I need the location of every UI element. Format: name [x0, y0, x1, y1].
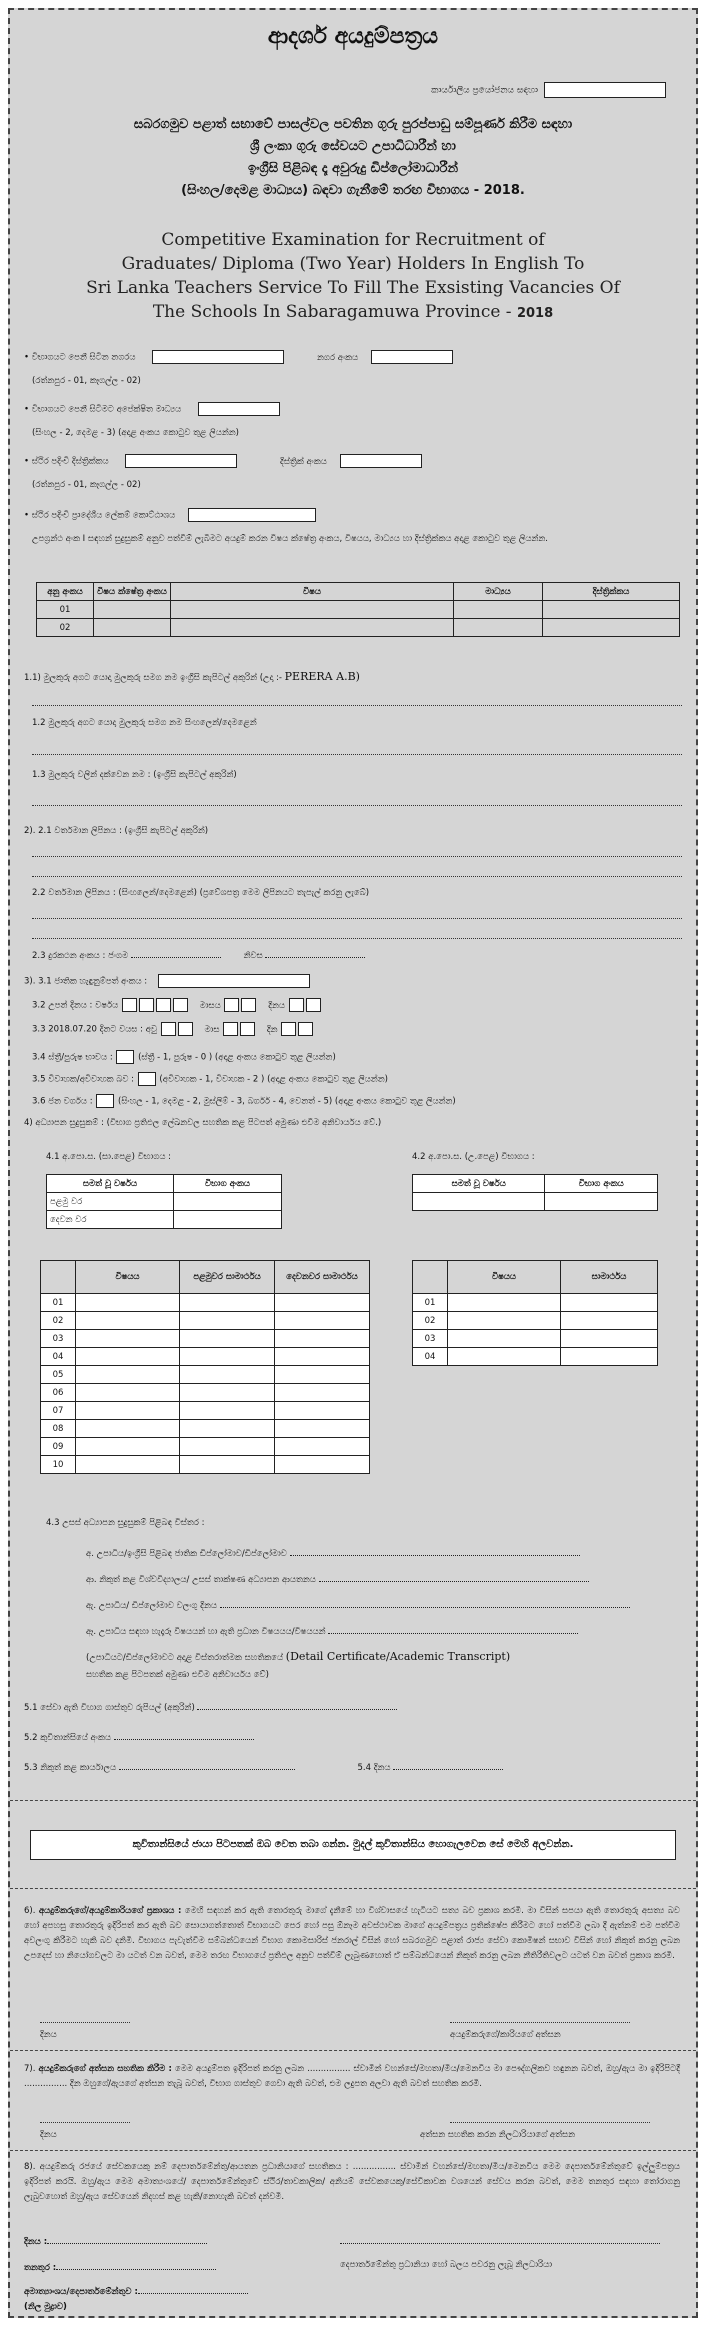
separator — [10, 1888, 696, 1889]
medium-row: • විභාගයට පෙනී සිටීමට අපේක්ෂිත මාධ්‍යය — [24, 402, 280, 416]
al-attempt-table: සමත් වූ වර්ෂය විභාග අංකය — [412, 1174, 658, 1211]
table-row: 06 — [41, 1384, 370, 1402]
ethnicity-row: 3.6 ජන වර්ගය : (සිංහල - 1, දෙමළ - 2, මුස්ලිම් - 3, බර්ගර් - 4, වෙනත් - 5) (අදාළ අංකය කොටුව තුළ ලියන්න) — [32, 1094, 456, 1108]
higher-c-row: ඇ. උපාධිය/ ඩිප්ලෝමාව වලංගු දිනය — [86, 1598, 630, 1611]
division-row: • ස්ථිර පදිංචි ප්‍රාදේශීය ලේකම් කොට්ඨාශය — [24, 508, 316, 522]
q2-1-line-1[interactable] — [32, 856, 682, 857]
district-hint: (රත්නපුර - 01, කෑගල්ල - 02) — [32, 480, 141, 490]
higher-a-row: අ. උපාධිය/ඉංග්‍රීසි පිළිබඳ ජාතික ඩිප්ලෝමාව/ඩිප්ලෝමාව — [86, 1546, 580, 1559]
subject-note: උපග්‍රන්ථ අංක I සඳහන් සුදුසුකම් අනුව පත්වීම් ලැබීමට අයදුම් කරන විෂය ක්ෂේත්‍ර අංකය, විෂයය, මාධ්‍යය හා දිස්ත්‍රික්කය අදාළ කොටුව තුළ ලියන්න. — [32, 534, 548, 544]
heading-si-line-3: ඉංග්‍රීසි පිළිබඳ දෑ අවුරුදු ඩිප්ලෝමාධාරීන් — [247, 161, 459, 176]
receipt-notice: කුවිතාන්සියේ ජායා පිටපතක් ඔබ වෙත තබා ගන්න. මුදල් කුවිතාන්සිය හොගැලවෙන සේ මෙහි අලවන්න. — [30, 1830, 676, 1860]
table-row: 09 — [41, 1438, 370, 1456]
table-row: 02 — [413, 1312, 658, 1330]
table-row: 02 — [37, 619, 680, 637]
official-seal: (නිල මුද්‍රාව) — [24, 2302, 67, 2312]
heading-si-line-2: ශ්‍රී ලංකා ගුරු සේවයට උපාධිධාරීන් හා — [250, 139, 456, 154]
heading-en-line-2: Graduates/ Diploma (Two Year) Holders In English To — [121, 254, 585, 274]
heading-si-line-1: සබරගමුව පළාත් සභාවේ පාසල්වල පවතින ගුරු පුරප්පාඩු සම්පූර්ණ කිරීම සඳහා — [133, 117, 573, 132]
employer-date-row: දිනය : — [24, 2234, 207, 2247]
table-row: 02 — [41, 1312, 370, 1330]
al-label: 4.2 අ.පො.ස. (උ.පෙළ) විභාගය : — [412, 1152, 535, 1162]
table-row: 07 — [41, 1402, 370, 1420]
heading-sinhala — [10, 114, 696, 202]
ethnicity-box[interactable] — [96, 1094, 114, 1108]
q1-2-line[interactable] — [32, 754, 682, 755]
heading-en-line-4: The Schools In Sabaragamuwa Province - 2018 — [152, 302, 554, 322]
q2-1-line-2[interactable] — [32, 876, 682, 877]
q5-2-row: 5.2 කුවිතාන්සියේ අංකය — [24, 1730, 254, 1743]
table-row: 10 — [41, 1456, 370, 1474]
q5-3-row: 5.3 නිකුත් කළ කාර්යාලය 5.4 දිනය — [24, 1760, 503, 1773]
employer-sig-line — [340, 2234, 660, 2247]
table-row: 03 — [41, 1330, 370, 1348]
name-example: PERERA A.B) — [284, 670, 360, 683]
q1-3-label: 1.3 මුලකුරු වලින් දක්වෙන නම : (ඉංග්‍රීසි කැපිටල් අකුරින්) — [32, 770, 237, 780]
q1-2-label: 1.2 මුලකුරු අගට යොදා මුලකුරු සමග නම සිංහලෙන්/දෙමළෙන් — [32, 718, 257, 728]
q1-1-row: 1.1) මුලකුරු අගට යොදා මුලකුරු සමග නම ඉංග්‍රීසි කැපිටල් අකුරින් (උදා :- PERERA A.B) — [24, 670, 360, 683]
subject-col-no: අනු අංකය — [37, 583, 94, 601]
ol-grades-table: විෂයය පළමුවර සාමාර්ථය දෙවනවර සාමාර්ථය 01 02 03 04 05 06 07 08 09 10 — [40, 1260, 370, 1474]
heading-en-line-3: Sri Lanka Teachers Service To Fill The Exsisting Vacancies Of — [86, 278, 620, 298]
employer-ministry-row: අමාත්‍යාංශය/දෙපාර්තමේන්තුව : — [24, 2284, 248, 2297]
q4-label: 4) අධ්‍යාපන සුදුසුකම් : (විභාග ප්‍රතිඵල ලේඛනවල සහතික කළ පිටපත් අමුණා එවීම අනිවාර්යය වේ.) — [24, 1118, 382, 1128]
separator — [10, 1800, 696, 1801]
q5-1-row: 5.1 සේවා ඇති විහාග ගාස්තුව රුපියල් (අකුරින්) — [24, 1700, 397, 1713]
dob-row: 3.2 උපන් දිනය : වර්ෂය මාසය දිනය — [32, 998, 322, 1012]
marital-row: 3.5 විවාහක/අවිවාහක බව : (අවිවාහක - 1, විවාහක - 2 ) (අදාළ අංකය කොටුව තුළ ලියන්න) — [32, 1072, 388, 1086]
age-row: 3.3 2018.07.20 දිනට වයස : අවු මාස දින — [32, 1022, 314, 1036]
ol-label: 4.1 අ.පො.ස. (සා.පෙළ) විභාගය : — [46, 1152, 172, 1162]
q1-3-line[interactable] — [32, 805, 682, 806]
higher-d-row: ඈ. උපාධිය සඳහා හැදෑරූ විෂයයන් හා ඇති ප්‍රධාන විෂයයය/විෂයයන් — [86, 1624, 578, 1637]
subject-table — [36, 582, 680, 637]
subject-col-subject: විෂය — [171, 583, 454, 601]
table-row: 01 — [37, 601, 680, 619]
district-row: • ස්ථිර පදිංචි දිස්ත්‍රික්කය දිස්ත්‍රික් අංකය — [24, 454, 422, 468]
office-use — [431, 82, 666, 98]
table-row: 03 — [413, 1330, 658, 1348]
heading-en-line-1: Competitive Examination for Recruitment of — [161, 230, 545, 250]
subject-col-field: විෂය ක්ෂේත්‍ර අංකය — [94, 583, 171, 601]
medium-hint: (සිංහල - 2, දෙමළ - 3) (අදාළ අංකය කොටුව තුළ ලියන්න) — [32, 428, 239, 438]
exam-city-row: • විභාගයට පෙනී සිටින නගරය නගර අංකය — [24, 350, 453, 364]
phone-row: 2.3 දුරකථන අංකය : ජංගම නිවස — [32, 948, 365, 961]
division-input[interactable] — [188, 508, 316, 522]
mobile-input[interactable] — [131, 948, 221, 958]
table-row: 01 — [413, 1294, 658, 1312]
form-title: ආදර්ශ අයදුම්පත්‍රය — [267, 24, 439, 49]
exam-city-input[interactable] — [152, 350, 284, 364]
district-input[interactable] — [125, 454, 237, 468]
q2-1-row: 2). 2.1 වර්තමාන ලිපිනය : (ඉංග්‍රීසි කැපිටල් අකුරින්) — [24, 826, 209, 836]
higher-b-row: ආ. නිකුත් කළ විශ්වවිද්‍යාලය/ උසස් තාක්ෂණ අධ්‍යාපන ආයතනය — [86, 1572, 589, 1585]
nic-row: 3). 3.1 ජාතික හැඳුනුම්පත් අංකය : — [24, 974, 310, 988]
table-row: 08 — [41, 1420, 370, 1438]
office-use-label: කාර්යාලීය ප්‍රයෝජනය සඳහා — [431, 85, 538, 96]
separator — [10, 2050, 696, 2051]
office-use-box — [544, 82, 666, 98]
q1-1-line[interactable] — [32, 705, 682, 706]
q2-2-line-1[interactable] — [32, 918, 682, 919]
declaration: 6). අයදුම්කරුගේ/අයදුම්කාරියගේ ප්‍රකාශය : මෙහි සඳහන් කර ඇති තොරතුරු මාගේ දැනීමේ හා විශ්වාසයේ හැටියට සත්‍ය බව ප්‍රකාශ කරමි. මා විසින් සපයා ඇති තොරතුරු අසත්‍ය බව හෝ අපහසු තොරතුරු ඉදිරිපත් කර ඇති බව සොයාගත්තොත් විභාගයට පෙර හෝ පසු ඕනෑම අවස්ථාවක මාගේ අයදුම්පත්‍රය ප්‍රතික්ෂේප කිරීමට හෝ පත්වීම ලබා දී ඇත්නම් එම පත්වීම අවලංගු කිරීමට හැකි බව දනිමි. විභාගය පැවැත්වීම සම්බන්ධයෙන් විභාග කොමසාරිස් ජනරාල් විසින් හෝ සබරගමුව පළාත් රාජ්‍ය සේවා කොමිෂන් සභාව විසින් හෝ නිකුත් කරනු ලබන උපදෙස් හා නියෝගවලට මා යටත් වන බවත්, මෙම තරඟ විභාගයේ ප්‍රතිඵල අනුව පත්වීම් ලැබුණහොත් ඒ සම්බන්ධයෙන් නිකුත් කරනු ලබන නීතිරීතිවලට යටත් වන බවත් ප්‍රකාශ කරමි. — [24, 1906, 681, 1961]
table-row: 04 — [413, 1348, 658, 1366]
declaration-signature: අයදුම්කරුගේ/කාරියගේ අත්සන — [450, 2030, 561, 2040]
nic-input[interactable] — [158, 974, 310, 988]
marital-box[interactable] — [138, 1072, 156, 1086]
home-phone-input[interactable] — [265, 948, 365, 958]
declaration-date: දිනය — [40, 2030, 57, 2040]
district-number-input[interactable] — [340, 454, 422, 468]
gender-row: 3.4 ස්ත්‍රී/පුරුෂ භාවය : (ස්ත්‍රී - 1, පුරුෂ - 0 ) (අදාළ අංකය කොටුව තුළ ලියන්න) — [32, 1050, 336, 1064]
table-row: 04 — [41, 1348, 370, 1366]
higher-note2: සහතික කළ පිටපතක් අමුණා එවීම අනිවාර්යය වේ) — [86, 1670, 269, 1680]
table-row: 05 — [41, 1366, 370, 1384]
q2-2-label: 2.2 වර්තමාන ලිපිනය : (සිංහලෙන්/දෙමළෙන්) (ප්‍රවේශපත්‍ර මෙම ලිපිනයට තැපැල් කරනු ලැබේ) — [32, 888, 370, 898]
attest-signature: අත්සන සහතික කරන නිලධාරියාගේ අත්සන — [420, 2130, 576, 2140]
heading-english — [10, 228, 696, 326]
city-number-input[interactable] — [371, 350, 453, 364]
subject-col-district: දිස්ත්‍රික්කය — [543, 583, 680, 601]
attestation: 7). අයදුම්කරුගේ අත්සන සහතික කිරීම : මෙම අයදුම්පත ඉදිරිපත් කරනු ලබන ................ ස්වාමීන් වහන්සේ/මහතා/මිය/මෙනවිය මා පෞද්ගලිකව හඳුනන බවත්, ඔහු/ඇය මා ඉදිරිපිටදී ................ දින ඔහුගේ/ඇයගේ අත්සන තැබූ බවත්, විභාග ගාස්තුව ගෙවා ඇති බවත්, එම ලදුපත අලවා ඇති බවත් සහතික කරමි. — [24, 2064, 681, 2089]
heading-si-line-4: (සිංහල/දෙමළ මාධ්‍යය) බඳවා ගැනීමේ තරඟ විභාගය - 2018. — [181, 183, 525, 198]
medium-input[interactable] — [198, 402, 280, 416]
separator — [10, 2150, 696, 2151]
gender-box[interactable] — [116, 1050, 134, 1064]
employer-cert: 8). අයදුම්කරු රජයේ සේවකයෙකු නම් දෙපාර්තමේන්තු/ආයතන ප්‍රධානියාගේ සහතිකය : ................ ස්වාමීන් වහන්සේ/මහතා/මිය/මෙනවිය මෙම දෙපාර්තමේන්තුවේ ඉල්ලුම්පත්‍රය ඉදිරිපත් කරයි. ඔහු/ඇය මෙම අමාත්‍යංශයේ/ දෙපාර්තමේන්තුවේ ස්ථිර/තාවකාලික/ අනියම් සේවකයෙකු/සේවිකාවක වශයෙන් සේවය කරන බවත්, මෙම තනතුර සඳහා තෝරාගනු ලැබුවහොත් ඔහු/ඇය සේවයෙන් නිදහස් කළ හැකි/නොහැකි බවත් දන්වමි. — [24, 2162, 681, 2202]
employer-post-row: තනතුර : — [24, 2260, 216, 2273]
city-hint: (රත්නපුර - 01, කෑගල්ල - 02) — [32, 376, 141, 386]
q2-2-line-2[interactable] — [32, 938, 682, 939]
heading-year: 2018 — [516, 306, 554, 321]
ol-attempt-table: සමත් වූ වර්ෂය විභාග අංකය පළමු වර දෙවන වර — [46, 1174, 282, 1229]
employer-signature: දෙපාර්තමේන්තු ප්‍රධානියා හෝ බලය පවරනු ලැබූ නිලධාරියා — [340, 2260, 553, 2270]
al-grades-table: විෂයය සාමාර්ථය 01 02 03 04 — [412, 1260, 658, 1366]
table-row: පළමු වර — [47, 1193, 282, 1211]
higher-note-row: (උපාධියට/ඩිප්ලෝමාවට අදාළ විස්තරාත්මක සහතිකයේ (Detail Certificate/Academic Transcript) — [86, 1650, 511, 1663]
subject-col-medium: මාධ්‍යය — [454, 583, 543, 601]
table-row: දෙවන වර — [47, 1211, 282, 1229]
table-row — [413, 1193, 658, 1211]
higher-label: 4.3 උසස් අධ්‍යාපන සුදුසුකම් පිළිබඳ විස්තර : — [46, 1518, 205, 1528]
table-row: 01 — [41, 1294, 370, 1312]
application-form — [8, 8, 698, 2318]
attest-date: දිනය — [40, 2130, 57, 2140]
